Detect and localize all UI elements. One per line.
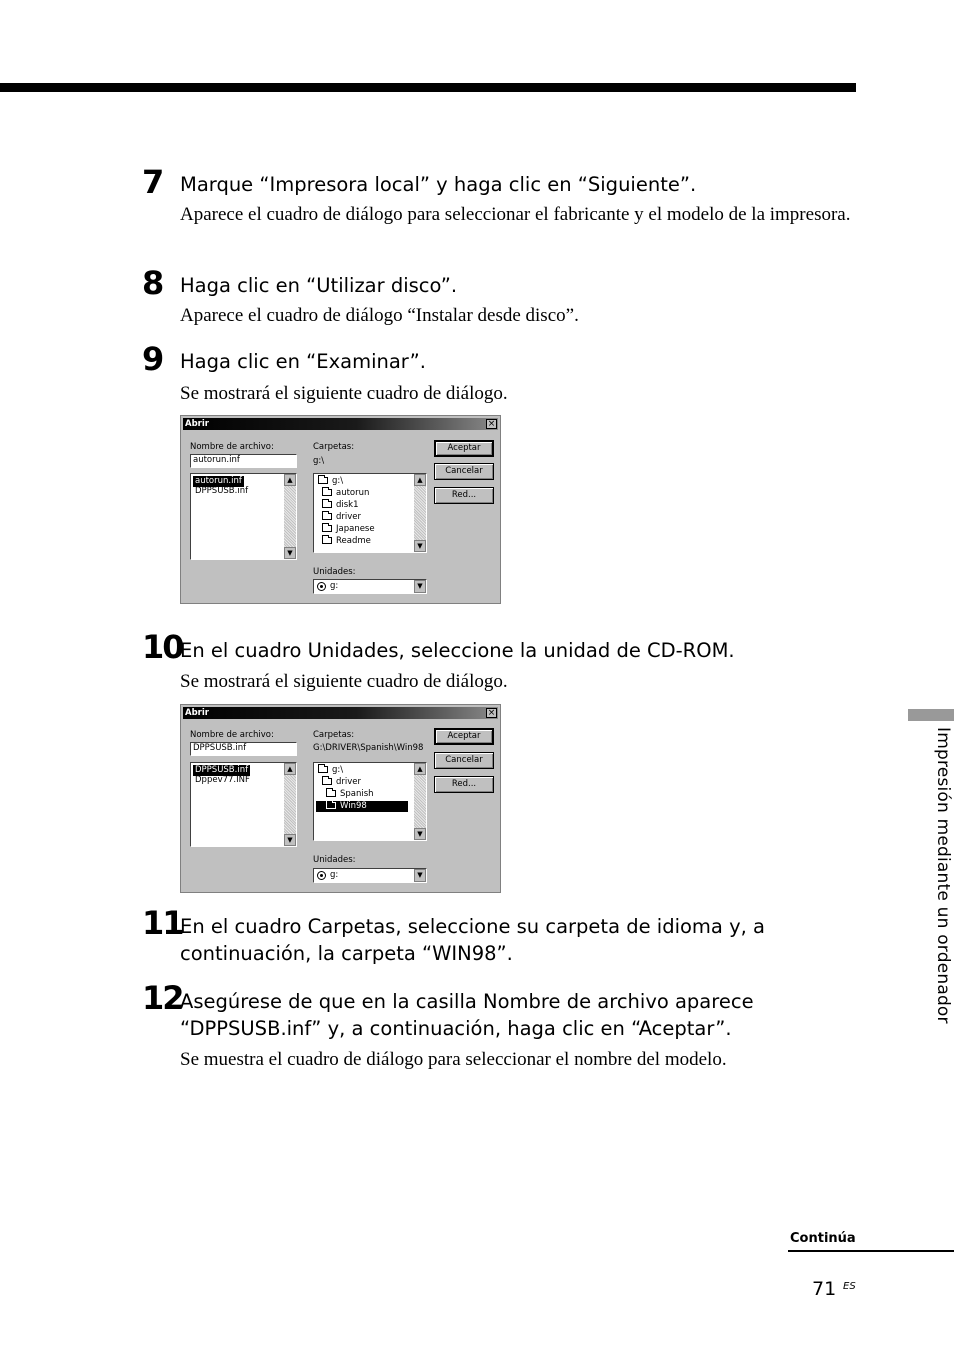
scrollbar[interactable] bbox=[284, 763, 296, 846]
drives-select[interactable]: g: ▼ bbox=[313, 868, 427, 883]
page-language: ES bbox=[843, 1281, 856, 1292]
close-icon[interactable]: × bbox=[487, 419, 496, 429]
step-11-heading: En el cuadro Carpetas, seleccione su carpeta de idioma y, a continuación, la carpeta “WIN98”. bbox=[180, 915, 765, 965]
folders-label: Carpetas: bbox=[313, 730, 355, 740]
list-item[interactable]: autorun bbox=[320, 488, 371, 499]
step-number-10: 10 bbox=[142, 628, 183, 666]
drive-icon bbox=[317, 582, 326, 591]
scrollbar[interactable] bbox=[414, 763, 426, 840]
scroll-up-icon[interactable]: ▲ bbox=[414, 474, 426, 486]
dialog-title-bar: Abrir bbox=[183, 707, 498, 719]
folder-open-icon bbox=[322, 778, 332, 785]
filename-field[interactable]: DPPSUSB.inf bbox=[190, 742, 297, 756]
step-9-text: Se mostrará el siguiente cuadro de diálogo. bbox=[180, 383, 508, 404]
step-9-heading: Haga clic en “Examinar”. bbox=[180, 350, 426, 373]
scroll-down-icon[interactable]: ▼ bbox=[414, 540, 426, 552]
drives-select[interactable]: g: ▼ bbox=[313, 579, 427, 594]
list-item[interactable]: g:\ bbox=[316, 765, 345, 776]
folder-open-icon bbox=[318, 477, 328, 484]
open-dialog-1 bbox=[180, 415, 501, 604]
folder-icon bbox=[322, 537, 332, 544]
file-list[interactable] bbox=[190, 762, 297, 847]
filename-label: Nombre de archivo: bbox=[190, 730, 274, 740]
cancel-button[interactable]: Cancelar bbox=[434, 463, 494, 480]
folder-list[interactable] bbox=[313, 473, 427, 553]
drive-icon bbox=[317, 871, 326, 880]
step-number-12: 12 bbox=[142, 979, 183, 1017]
step-7-text: Aparece el cuadro de diálogo para seleccionar el fabricante y el modelo de la impresora. bbox=[180, 204, 851, 225]
list-item[interactable]: Readme bbox=[320, 536, 373, 547]
top-rule bbox=[0, 83, 856, 92]
step-number-8: 8 bbox=[142, 264, 163, 302]
step-12-text: Se muestra el cuadro de diálogo para seleccionar el nombre del modelo. bbox=[180, 1049, 727, 1070]
close-icon[interactable]: × bbox=[487, 708, 496, 718]
step-number-11: 11 bbox=[142, 904, 183, 942]
step-10-heading: En el cuadro Unidades, seleccione la unidad de CD-ROM. bbox=[180, 639, 735, 662]
scrollbar[interactable] bbox=[414, 474, 426, 552]
list-item[interactable]: driver bbox=[320, 777, 363, 788]
dialog-title-bar: Abrir bbox=[183, 418, 498, 430]
folders-path: G:\DRIVER\Spanish\Win98 bbox=[313, 743, 424, 753]
list-item[interactable]: driver bbox=[320, 512, 363, 523]
step-12-heading: Asegúrese de que en la casilla Nombre de archivo aparece “DPPSUSB.inf” y, a continuación, haga clic en “Aceptar”. bbox=[180, 990, 754, 1040]
list-item[interactable]: DPPSUSB.inf bbox=[195, 486, 249, 496]
page-number: 71 bbox=[812, 1278, 837, 1300]
section-label: Impresión mediante un ordenador bbox=[933, 727, 953, 1024]
network-button[interactable]: Red... bbox=[434, 487, 494, 504]
folder-icon bbox=[322, 489, 332, 496]
list-item[interactable]: Japanese bbox=[320, 524, 377, 535]
folders-label: Carpetas: bbox=[313, 442, 355, 452]
list-item[interactable]: Dppev77.INF bbox=[195, 775, 250, 785]
ok-button[interactable]: Aceptar bbox=[434, 728, 494, 745]
step-10-text: Se mostrará el siguiente cuadro de diálogo. bbox=[180, 671, 508, 692]
folder-list[interactable] bbox=[313, 762, 427, 841]
list-item[interactable]: g:\ bbox=[316, 476, 345, 487]
drives-label: Unidades: bbox=[313, 855, 356, 865]
step-8-text: Aparece el cuadro de diálogo “Instalar desde disco”. bbox=[180, 305, 579, 326]
list-item[interactable]: DPPSUSB.inf bbox=[195, 765, 249, 775]
chevron-down-icon[interactable]: ▼ bbox=[414, 869, 426, 882]
folders-path: g:\ bbox=[313, 456, 325, 466]
scroll-down-icon[interactable]: ▼ bbox=[284, 834, 296, 846]
network-button[interactable]: Red... bbox=[434, 776, 494, 793]
scroll-up-icon[interactable]: ▲ bbox=[414, 763, 426, 775]
list-item[interactable]: Win98 bbox=[316, 801, 408, 812]
folder-icon bbox=[322, 513, 332, 520]
step-8-heading: Haga clic en “Utilizar disco”. bbox=[180, 274, 458, 297]
step-number-9: 9 bbox=[142, 340, 163, 378]
continue-label: Continúa bbox=[790, 1231, 856, 1246]
folder-icon bbox=[322, 525, 332, 532]
folder-open-icon bbox=[326, 790, 336, 797]
chevron-down-icon[interactable]: ▼ bbox=[414, 580, 426, 593]
scrollbar[interactable] bbox=[284, 474, 296, 559]
list-item[interactable]: autorun.inf bbox=[195, 476, 242, 486]
scroll-up-icon[interactable]: ▲ bbox=[284, 763, 296, 775]
ok-button[interactable]: Aceptar bbox=[434, 440, 494, 457]
list-item[interactable]: Spanish bbox=[324, 789, 376, 800]
scroll-down-icon[interactable]: ▼ bbox=[284, 547, 296, 559]
cancel-button[interactable]: Cancelar bbox=[434, 752, 494, 769]
drives-label: Unidades: bbox=[313, 567, 356, 577]
section-tab bbox=[908, 709, 954, 721]
list-item[interactable]: disk1 bbox=[320, 500, 361, 511]
folder-icon bbox=[322, 501, 332, 508]
scroll-up-icon[interactable]: ▲ bbox=[284, 474, 296, 486]
file-list[interactable] bbox=[190, 473, 297, 560]
step-number-7: 7 bbox=[142, 163, 163, 201]
step-7-heading: Marque “Impresora local” y haga clic en “Siguiente”. bbox=[180, 173, 697, 196]
filename-field[interactable]: autorun.inf bbox=[190, 454, 297, 468]
folder-open-icon bbox=[326, 802, 336, 809]
continue-rule bbox=[788, 1250, 954, 1252]
folder-open-icon bbox=[318, 766, 328, 773]
open-dialog-2 bbox=[180, 704, 501, 893]
scroll-down-icon[interactable]: ▼ bbox=[414, 828, 426, 840]
filename-label: Nombre de archivo: bbox=[190, 442, 274, 452]
